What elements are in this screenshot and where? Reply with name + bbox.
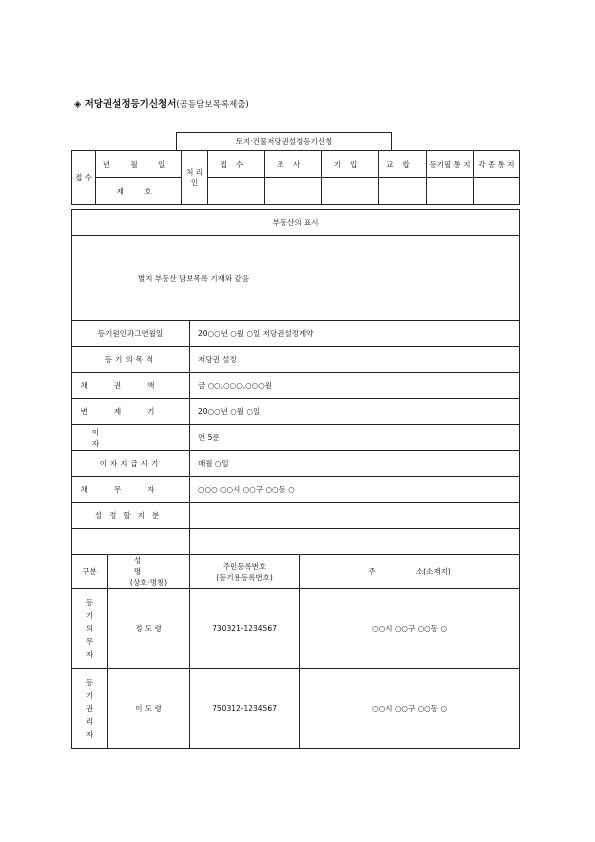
- field-label-cell: [72, 321, 190, 347]
- field-label: 이자지급시기: [99, 459, 162, 468]
- id-header-sub: (등기용등록번호): [216, 572, 273, 582]
- col-various-notice-header: [474, 151, 520, 178]
- id-header-cell: [190, 555, 300, 589]
- field-row: [72, 347, 520, 373]
- parties-header-row: [72, 555, 520, 589]
- document-title-sub: (공동담보목록제출): [176, 100, 249, 110]
- col-reception-label: 접수: [219, 159, 253, 169]
- field-value-cell: [190, 503, 520, 529]
- blank-value-cell: [190, 529, 520, 555]
- name-header: 성 명: [133, 556, 164, 576]
- party-name: 정 도 령: [135, 624, 162, 633]
- col-reception-value: [208, 178, 265, 205]
- col-verification-value: [379, 178, 427, 205]
- party-role: 등 기 의 무 자: [85, 598, 94, 659]
- processor-label-cell: [182, 151, 208, 205]
- division-header: 구분: [82, 567, 97, 576]
- col-various-notice-label: 각 종 통 지: [478, 159, 515, 169]
- reception-date-label-cell: [96, 151, 182, 178]
- address-header-cell: [300, 555, 520, 589]
- field-label: 변제기: [80, 407, 181, 416]
- reception-date-label: 년 월 일: [102, 159, 175, 169]
- field-row: [72, 321, 520, 347]
- party-id-cell: [190, 589, 300, 669]
- col-verification-header: [379, 151, 427, 178]
- application-type-box: [176, 132, 392, 150]
- field-value-cell: [190, 321, 520, 347]
- field-row: [72, 477, 520, 503]
- field-label-cell: [72, 347, 190, 373]
- col-examination-header: [265, 151, 322, 178]
- reception-label: 접 수: [75, 172, 92, 182]
- property-header-cell: [72, 210, 520, 236]
- field-value-cell: [190, 425, 520, 451]
- col-various-notice-value: [474, 178, 520, 205]
- reception-number-label-cell: [96, 178, 182, 205]
- col-completion-notice-header: [427, 151, 474, 178]
- col-examination-label: 조사: [276, 159, 310, 169]
- reception-table: [71, 150, 520, 205]
- party-address-cell: [300, 669, 520, 749]
- party-id: 730321-1234567: [212, 624, 277, 633]
- party-address: ○○시 ○○구 ○○동 ○: [372, 624, 447, 633]
- col-completion-notice-label: 등기필 통 지: [429, 159, 471, 169]
- field-label-cell: [72, 399, 190, 425]
- diamond-bullet-icon: ◈: [74, 99, 82, 110]
- field-label-cell: [72, 425, 190, 451]
- field-value: 20○○년 ○월 ○일 저당권설정계약: [198, 329, 314, 338]
- address-header: 주 소(소재지): [368, 567, 451, 576]
- col-completion-notice-value: [427, 178, 474, 205]
- party-row: [72, 669, 520, 749]
- party-id: 750312-1234567: [212, 704, 277, 713]
- field-label: 이자: [91, 427, 170, 448]
- col-entry-value: [322, 178, 379, 205]
- field-row: [72, 373, 520, 399]
- field-value: 매월 ○일: [198, 459, 229, 468]
- field-value: 저당권 설정: [198, 355, 237, 364]
- party-name-cell: [108, 589, 190, 669]
- col-verification-label: 교합: [386, 159, 419, 169]
- reception-number-label: 제 호: [116, 186, 161, 196]
- field-label: 설정할지분: [94, 511, 167, 520]
- field-value-cell: [190, 477, 520, 503]
- party-address-cell: [300, 589, 520, 669]
- name-header-sub: (상호·명칭): [129, 578, 168, 587]
- field-value-cell: [190, 451, 520, 477]
- party-name-cell: [108, 669, 190, 749]
- property-body: 별지 부동산 담보목록 기재와 같음: [138, 273, 249, 283]
- field-label-cell: [72, 373, 190, 399]
- field-label: 채무자: [80, 485, 181, 494]
- field-value: 20○○년 ○월 ○일: [198, 407, 261, 416]
- blank-label-cell: [72, 529, 190, 555]
- document-title: [74, 96, 249, 110]
- party-address: ○○시 ○○구 ○○동 ○: [372, 704, 447, 713]
- application-type-text: 토지·건물저당권설정등기신청: [235, 137, 333, 146]
- field-label: 채권액: [80, 381, 181, 390]
- field-value: 금 ○○,○○○,○○○원: [198, 381, 272, 390]
- property-header: 부동산의 표시: [272, 218, 319, 227]
- document-title-text: 저당권설정등기신청서: [84, 99, 177, 110]
- field-label: 등기의목적: [104, 355, 157, 364]
- name-header-cell: [108, 555, 190, 589]
- field-label: 등기원인과그연월일: [97, 329, 164, 338]
- party-row: [72, 589, 520, 669]
- blank-row: [72, 529, 520, 555]
- field-label-cell: [72, 477, 190, 503]
- col-entry-header: [322, 151, 379, 178]
- id-header: 주민등록번호: [222, 561, 267, 571]
- party-id-cell: [190, 669, 300, 749]
- field-value-cell: [190, 399, 520, 425]
- processor-label: 처 리 인: [186, 167, 203, 187]
- field-row: [72, 399, 520, 425]
- property-body-cell: [72, 236, 520, 321]
- field-row: [72, 503, 520, 529]
- col-reception-header: [208, 151, 265, 178]
- reception-label-cell: [72, 151, 96, 205]
- field-value: ○○○ ○○시 ○○구 ○○동 ○: [198, 485, 295, 494]
- main-form-table: [71, 209, 520, 749]
- field-value-cell: [190, 373, 520, 399]
- col-examination-value: [265, 178, 322, 205]
- field-row: [72, 425, 520, 451]
- party-role-cell: [72, 669, 108, 749]
- field-label-cell: [72, 451, 190, 477]
- col-entry-label: 기입: [333, 159, 367, 169]
- field-value: 연 5푼: [198, 433, 220, 442]
- party-name: 이 도 령: [135, 704, 162, 713]
- party-role: 등 기 권 리 자: [85, 678, 94, 739]
- party-role-cell: [72, 589, 108, 669]
- field-label-cell: [72, 503, 190, 529]
- division-header-cell: [72, 555, 108, 589]
- field-value-cell: [190, 347, 520, 373]
- field-row: [72, 451, 520, 477]
